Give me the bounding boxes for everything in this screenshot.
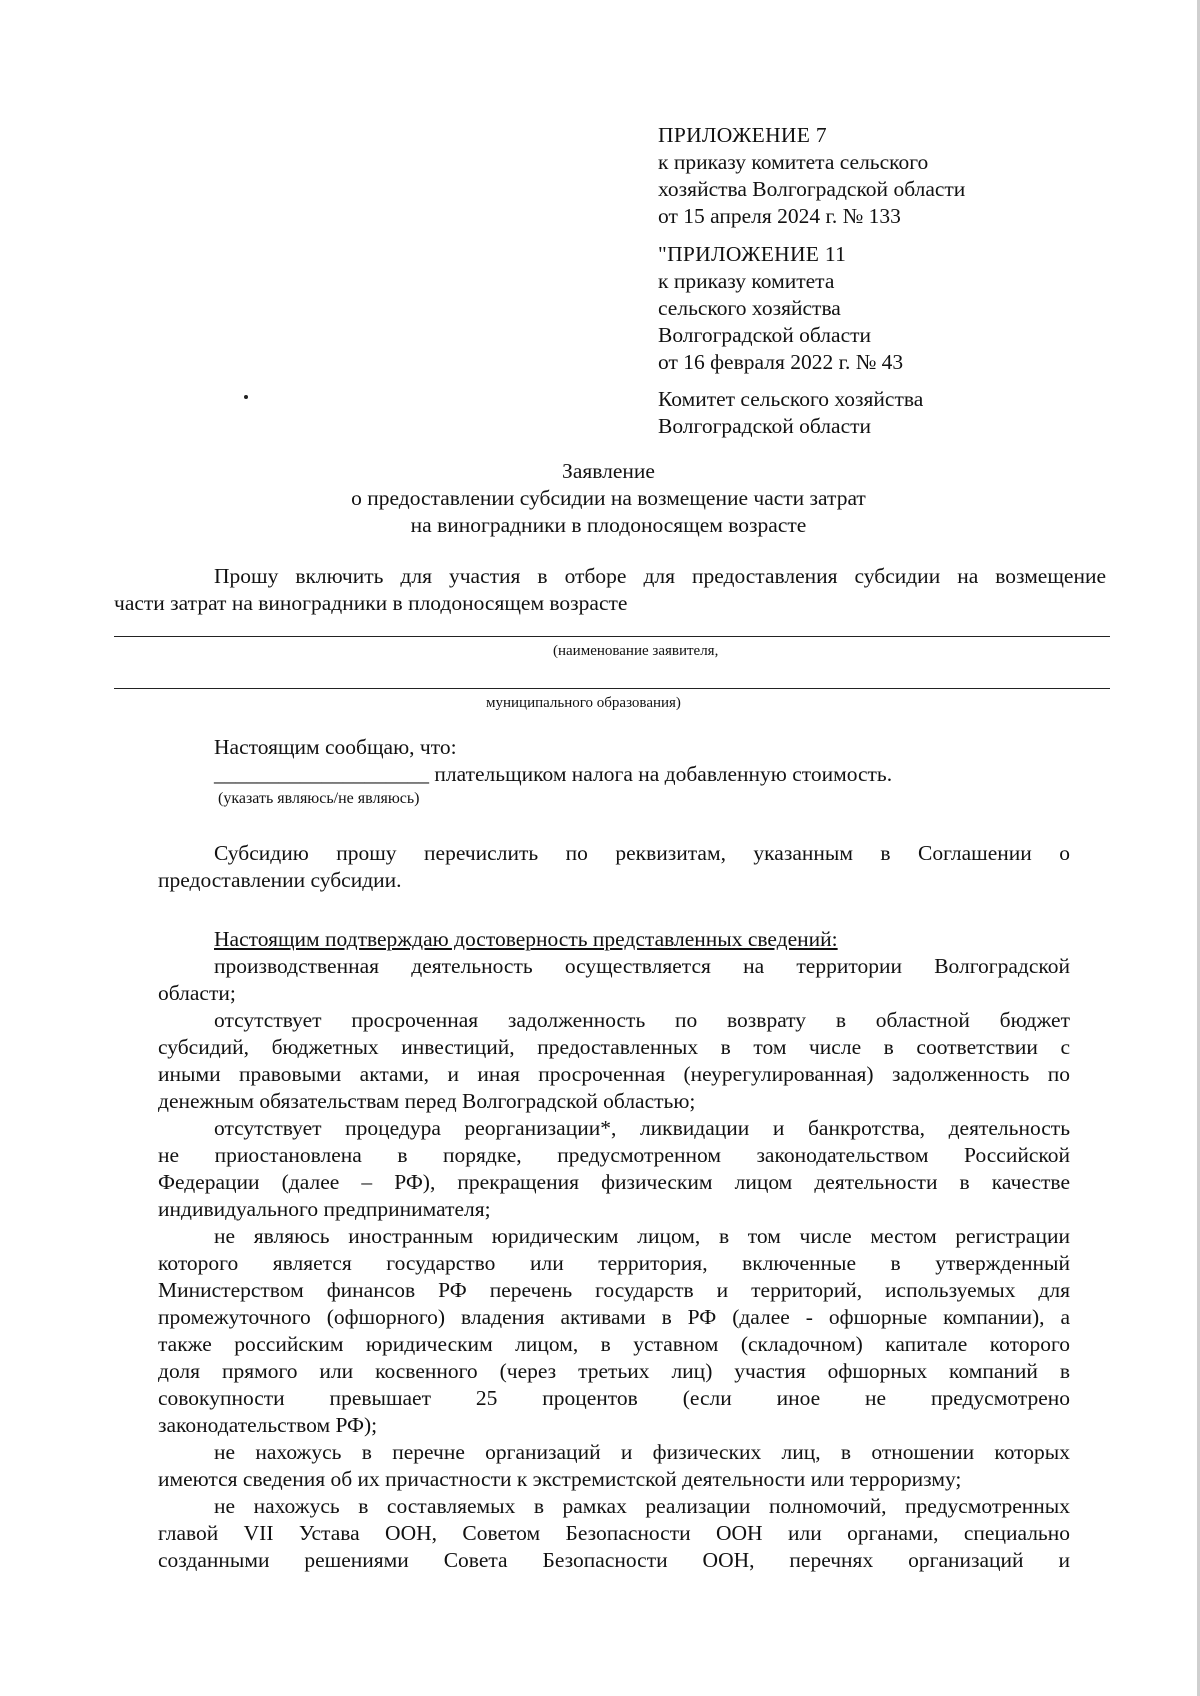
confirmation-line: не нахожусь в составляемых в рамках реализации полномочий, предусмотренных (214, 1494, 1070, 1518)
addressee-line: Волгоградской области (658, 414, 872, 438)
appendix-7-title: ПРИЛОЖЕНИЕ 7 (658, 123, 827, 147)
confirmation-line: области; (158, 981, 236, 1005)
confirmation-line: Федерации (далее – РФ), прекращения физическим лицом деятельности в качестве (158, 1170, 1070, 1194)
confirmation-heading: Настоящим подтверждаю достоверность представленных сведений: (214, 927, 838, 951)
subsidy-line: предоставлении субсидии. (158, 868, 402, 892)
vat-intro: Настоящим сообщаю, что: (214, 735, 457, 759)
confirmation-line: созданными решениями Совета Безопасности ООН, перечнях организаций и (158, 1548, 1070, 1572)
appendix-11-line: Волгоградской области (658, 323, 872, 347)
subsidy-paragraph (158, 840, 1070, 894)
confirmation-line: не нахожусь в перечне организаций и физических лиц, в отношении которых (214, 1440, 1070, 1464)
applicant-name-caption: (наименование заявителя, (553, 643, 719, 659)
confirmation-section (158, 926, 1070, 1574)
title-line: о предоставлении субсидии на возмещение части затрат (351, 486, 866, 510)
title-heading: Заявление (562, 459, 655, 483)
confirmation-line: отсутствует процедура реорганизации*, ликвидации и банкротства, деятельность (214, 1116, 1070, 1140)
appendix-7-block (658, 122, 1078, 230)
confirmation-line: имеются сведения об их причастности к экстремистской деятельности или терроризму; (158, 1467, 962, 1491)
applicant-name-line (114, 636, 1110, 637)
vat-block (214, 734, 1094, 788)
confirmation-line: Министерством финансов РФ перечень государств и территорий, используемых для (158, 1278, 1070, 1302)
confirmation-line: иными правовыми актами, и иная просроченная (неурегулированная) задолженность по (158, 1062, 1070, 1086)
confirmation-line: главой VII Устава ООН, Советом Безопасности ООН или органами, специально (158, 1521, 1070, 1545)
appendix-11-block (658, 241, 1078, 376)
confirmation-line: которого является государство или территория, включенные в утвержденный (158, 1251, 1070, 1275)
appendix-7-line: хозяйства Волгоградской области (658, 177, 966, 201)
vat-text: плательщиком налога на добавленную стоимость. (434, 762, 893, 786)
appendix-11-line: к приказу комитета (658, 269, 835, 293)
confirmation-line: субсидий, бюджетных инвестиций, предоставленных в том числе в соответствии с (158, 1035, 1070, 1059)
appendix-11-line: от 16 февраля 2022 г. № 43 (658, 350, 904, 374)
confirmation-line: не являюсь иностранным юридическим лицом, в том числе местом регистрации (214, 1224, 1070, 1248)
addressee-line: Комитет сельского хозяйства (658, 387, 924, 411)
title-line: на виноградники в плодоносящем возрасте (410, 513, 807, 537)
document-title (150, 458, 1067, 539)
request-paragraph (114, 563, 1106, 617)
confirmation-line: доля прямого или косвенного (через третьих лиц) участия офшорных компаний в (158, 1359, 1070, 1383)
confirmation-line: денежным обязательствам перед Волгоградской областью; (158, 1089, 696, 1113)
request-line: части затрат на виноградники в плодоносящем возрасте (114, 591, 628, 615)
municipality-line (114, 688, 1110, 689)
confirmation-line: отсутствует просроченная задолженность по возврату в областной бюджет (214, 1008, 1070, 1032)
request-line: Прошу включить для участия в отборе для предоставления субсидии на возмещение (214, 564, 1106, 588)
addressee-block (658, 386, 1078, 440)
appendix-11-line: сельского хозяйства (658, 296, 841, 320)
confirmation-line: совокупности превышает 25 процентов (если иное не предусмотрено (158, 1386, 1070, 1410)
vat-caption: (указать являюсь/не являюсь) (218, 790, 420, 807)
confirmation-line: законодательством РФ); (158, 1413, 378, 1437)
confirmation-line: промежуточного (офшорного) владения активами в РФ (далее - офшорные компании), а (158, 1305, 1070, 1329)
appendix-11-title: "ПРИЛОЖЕНИЕ 11 (658, 242, 847, 266)
scan-dot (244, 395, 248, 399)
subsidy-line: Субсидию прошу перечислить по реквизитам, указанным в Соглашении о (214, 841, 1070, 865)
vat-statement (214, 761, 1094, 788)
confirmation-line: производственная деятельность осуществляется на территории Волгоградской (214, 954, 1070, 978)
confirmation-line: не приостановлена в порядке, предусмотренном законодательством Российской (158, 1143, 1070, 1167)
appendix-7-line: к приказу комитета сельского (658, 150, 929, 174)
vat-blank: ____________________ (214, 762, 429, 786)
confirmation-line: индивидуального предпринимателя; (158, 1197, 491, 1221)
appendix-7-line: от 15 апреля 2024 г. № 133 (658, 204, 901, 228)
municipality-caption: муниципального образования) (486, 695, 681, 711)
confirmation-line: также российским юридическим лицом, в уставном (складочном) капитале которого (158, 1332, 1070, 1356)
